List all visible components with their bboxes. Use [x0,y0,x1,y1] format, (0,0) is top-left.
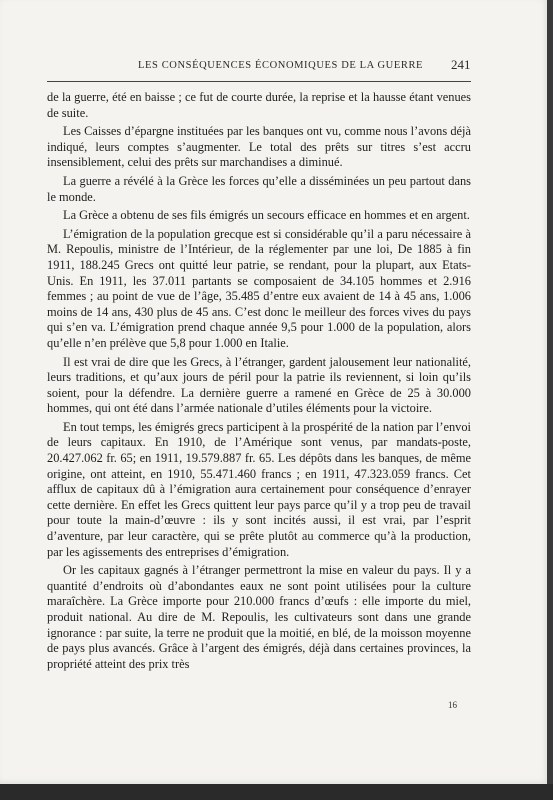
printer-signature: 16 [448,700,457,710]
running-head: LES CONSÉQUENCES ÉCONOMIQUES DE LA GUERRE [138,60,424,71]
paragraph-savings-banks: Les Caisses d’épargne instituées par les banques ont vu, comme nous l’avons déjà indiqué, leurs comptes s’augmenter. Le total des prêts sur titres s’est accru insensiblement, celui des prêts sur marchandises a diminué. [47,124,471,170]
header-rule [47,81,471,82]
paragraph-emigration-stats: L’émigration de la population grecque est si considérable qu’il a paru nécessaire à M. Repoulis, ministre de l’Intérieur, de la réglementer par une loi, De 1885 à fin 1911, 188.245 Grecs ont quitté leur patrie, se rendant, pour la plupart, aux Etats-Unis. En 1911, les 37.011 partants se composaient de 34.105 hommes et 2.916 femmes ; au point de vue de l’âge, 35.485 d’entre eux avaient de 14 à 45 ans, 1.006 moins de 14 ans, 430 plus de 45 ans. C’est donc le meilleur des forces vives du pays qui s’en va. L’émigration prend chaque année 9,5 pour 1.000 de la population, alors qu’elle n’en prélève que 5,8 pour 1.000 en Italie. [47,226,471,350]
paragraph-nationality: Il est vrai de dire que les Grecs, à l’étranger, gardent jalousement leur nationalité, leurs traditions, et qu’aux jours de péril pour la patrie ils reviennent, si loin qu’ils soient, pour la défendre. La dernière guerre a ramené en Grèce de 25 à 30.000 hommes, qui ont été dans l’armée nationale d’utiles éléments pour la victoire. [47,354,471,416]
paragraph-capital-remittances: En tout temps, les émigrés grecs participent à la prospérité de la nation par l’envoi de leurs capitaux. En 1910, de l’Amérique sont venus, par mandats-poste, 20.427.062 fr. 65; en 1911, 19.579.887 fr. 65. Les dépôts dans les banques, de même origine, ont atteint, en 1910, 55.471.460 francs ; en 1911, 47.323.059 francs. Cet afflux de capitaux dû à l’émigration aura certainement pour conséquence d’enrayer cette dernière. En effet les Grecs quittent leur pays parce qu’il y a trop peu de travail pour toute la main-d’œuvre : ils y sont incités aussi, il est vrai, par l’esprit d’aventure, par leur caractère, qui se prête plutôt au commerce qu’à la production, par les agissements des entreprises d’émigration. [47,419,471,559]
body-text [47,90,471,675]
paragraph-continuation: de la guerre, été en baisse ; ce fut de courte durée, la reprise et la hausse étant venues de suite. [47,90,471,120]
paragraph-war-revealed: La guerre a révélé à la Grèce les forces qu’elle a disséminées un peu partout dans le monde. [47,173,471,204]
page-number: 241 [451,57,471,72]
paragraph-capital-development: Or les capitaux gagnés à l’étranger permettront la mise en valeur du pays. Il y a quantité d’endroits où d’abondantes eaux ne sont point utilisées pour la culture maraîchère. La Grèce importe pour 210.000 francs d’œufs : elle importe du miel, produit national. Au dire de M. Repoulis, les cultivateurs sont dans une grande ignorance : par suite, la terre ne produit que la moitié, en blé, de la moisson moyenne de pays plus avancés. Grâce à l’argent des émigrés, déjà dans certaines provinces, la propriété atteint des prix très [47,563,471,671]
scan-bottom-edge [0,784,553,800]
scan-right-edge [547,0,553,800]
paragraph-emigrant-aid: La Grèce a obtenu de ses fils émigrés un secours efficace en hommes et en argent. [63,208,470,223]
